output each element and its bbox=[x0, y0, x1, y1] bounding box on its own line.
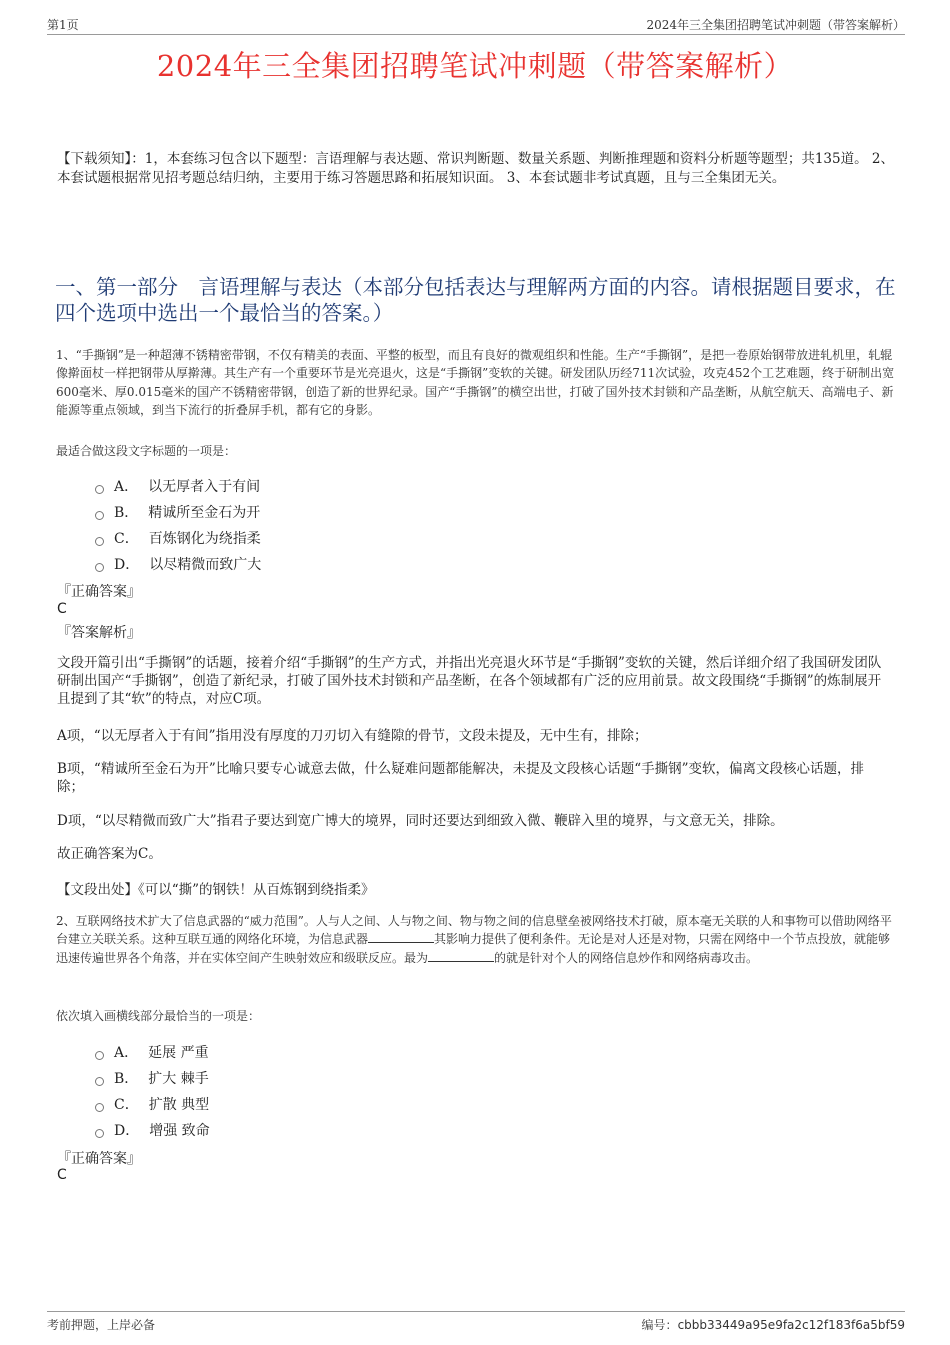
q2-text-part-1: 2、互联网络技术扩大了信息武器的“威力范围”。人与人之间、人与物之间、物与物之间的信息壁垒被网络技术打破，原本毫无关联的人和事物可以借助网络平台建立关联关系。这种互联互通的网络化环境，为信息武器 bbox=[56, 914, 892, 947]
q1-prompt: 最适合做这段文字标题的一项是： bbox=[56, 444, 237, 458]
section-heading: 一、第一部分 言语理解与表达（本部分包括表达与理解两方面的内容。请根据题目要求，在四个选项中选出一个最恰当的答案。） bbox=[55, 275, 896, 325]
option-text: 延展 严重 bbox=[148, 1045, 209, 1061]
footer-slogan: 考前押题，上岸必备 bbox=[47, 1318, 156, 1332]
header-doc-title: 2024年三全集团招聘笔试冲刺题（带答案解析） bbox=[646, 18, 905, 32]
radio-icon[interactable] bbox=[95, 537, 104, 546]
q2-passage bbox=[56, 912, 902, 967]
q1-analysis-a: A项，“以无厚者入于有间”指用没有厚度的刀刃切入有缝隙的骨节，文段未提及，无中生有，排除； bbox=[57, 728, 648, 744]
q2-option-d[interactable] bbox=[95, 1117, 210, 1143]
q2-option-b[interactable] bbox=[95, 1065, 210, 1091]
q1-analysis-label: 『答案解析』 bbox=[57, 625, 141, 641]
q2-options bbox=[95, 1039, 210, 1143]
fill-blank-2 bbox=[428, 949, 494, 962]
option-text: 精诚所至金石为开 bbox=[148, 505, 261, 521]
q2-option-a[interactable] bbox=[95, 1039, 210, 1065]
option-text: 增强 致命 bbox=[149, 1123, 210, 1139]
document-title: 2024年三全集团招聘笔试冲刺题（带答案解析） bbox=[156, 49, 794, 83]
download-notice: 【下载须知】：1，本套练习包含以下题型：言语理解与表达题、常识判断题、数量关系题、判断推理题和资料分析题等题型；共135道。 2、本套试题根据常见招考题总结归纳，主要用于练习答题思路和拓展知识面。 3、本套试题非考试真题，且与三全集团无关。 bbox=[57, 151, 894, 186]
option-label: D． bbox=[114, 557, 140, 573]
document-id bbox=[642, 1316, 905, 1333]
radio-icon[interactable] bbox=[95, 1077, 104, 1086]
page-number: 第1页 bbox=[47, 18, 79, 32]
q1-option-b[interactable] bbox=[95, 499, 261, 525]
q2-answer: C bbox=[57, 1167, 67, 1183]
q1-option-c[interactable] bbox=[95, 525, 261, 551]
option-text: 扩散 典型 bbox=[148, 1097, 210, 1113]
radio-icon[interactable] bbox=[95, 1051, 104, 1060]
page-header bbox=[47, 14, 905, 35]
q1-options bbox=[95, 473, 261, 577]
q2-text-part-2: 其影响力提供了便利条件。无论是对人还是对物，只需在网络中一个节点投放，就能够迅速传遍世界各个角落，并在实体空间产生映射效应和级联反应。最为 bbox=[56, 932, 891, 965]
q2-text-part-3: 的就是针对个人的网络信息炒作和网络病毒攻击。 bbox=[494, 950, 759, 965]
page-footer bbox=[47, 1311, 905, 1338]
option-text: 扩大 棘手 bbox=[148, 1071, 209, 1087]
option-text: 百炼钢化为绕指柔 bbox=[148, 531, 261, 547]
radio-icon[interactable] bbox=[95, 511, 104, 520]
q1-analysis-b: B项，“精诚所至金石为开”比喻只要专心诚意去做，什么疑难问题都能解决，未提及文段核心话题“手撕钢”变软，偏离文段核心话题，排除； bbox=[57, 761, 865, 795]
option-label: B． bbox=[114, 505, 139, 521]
option-label: A． bbox=[114, 1045, 139, 1061]
q1-answer-label: 『正确答案』 bbox=[57, 584, 141, 600]
radio-icon[interactable] bbox=[95, 485, 104, 494]
radio-icon[interactable] bbox=[95, 1103, 104, 1112]
q1-analysis-summary: 文段开篇引出“手撕钢”的话题，接着介绍“手撕钢”的生产方式，并指出光亮退火环节是“手撕钢”变软的关键，然后详细介绍了我国研发团队研制出国产“手撕钢”，创造了新纪录，打破了国外技术封锁和产品垄断，在各个领域都有广泛的应用前景。故文段围绕“手撕钢”的炼制展开且提到了其“软”的特点，对应C项。 bbox=[57, 655, 882, 707]
option-label: C． bbox=[114, 531, 139, 547]
option-label: A． bbox=[114, 479, 139, 495]
q2-prompt: 依次填入画横线部分最恰当的一项是： bbox=[56, 1009, 261, 1023]
q1-option-d[interactable] bbox=[95, 551, 261, 577]
q1-analysis-d: D项，“以尽精微而致广大”指君子要达到宽广博大的境界，同时还要达到细致入微、鞭辟入里的境界，与文意无关，排除。 bbox=[57, 813, 784, 829]
option-text: 以无厚者入于有间 bbox=[148, 479, 261, 495]
option-label: D． bbox=[114, 1123, 140, 1139]
option-label: B． bbox=[114, 1071, 139, 1087]
radio-icon[interactable] bbox=[95, 1129, 104, 1138]
fill-blank-1 bbox=[368, 930, 434, 943]
option-text: 以尽精微而致广大 bbox=[149, 557, 262, 573]
radio-icon[interactable] bbox=[95, 563, 104, 572]
option-label: C． bbox=[114, 1097, 139, 1113]
q1-source: 【文段出处】《可以“撕”的钢铁！从百炼钢到绕指柔》 bbox=[57, 882, 375, 898]
document-id-label: 编号： bbox=[641, 1318, 678, 1332]
q2-answer-label: 『正确答案』 bbox=[57, 1151, 141, 1167]
document-id-value: cbbb33449a95e9fa2c12f183f6a5bf59 bbox=[677, 1318, 905, 1332]
q1-passage: 1、“手撕钢”是一种超薄不锈精密带钢，不仅有精美的表面、平整的板型，而且有良好的微观组织和性能。生产“手撕钢”，是把一卷原始钢带放进轧机里，轧辊像擀面杖一样把钢带从厚擀薄。其生产有一个重要环节是光亮退火，这是“手撕钢”变软的关键。研发团队历经711次试验，攻克452个工艺难题，终于研制出宽600毫米、厚0.015毫米的国产不锈精密带钢，创造了新的世界纪录。国产“手撕钢”的横空出世，打破了国外技术封锁和产品垄断，从航空航天、高端电子、新能源等重点领域，到当下流行的折叠屏手机，都有它的身影。 bbox=[56, 348, 895, 418]
q2-option-c[interactable] bbox=[95, 1091, 210, 1117]
q1-answer: C bbox=[57, 601, 67, 617]
q1-analysis-conclusion: 故正确答案为C。 bbox=[57, 846, 162, 862]
q1-option-a[interactable] bbox=[95, 473, 261, 499]
